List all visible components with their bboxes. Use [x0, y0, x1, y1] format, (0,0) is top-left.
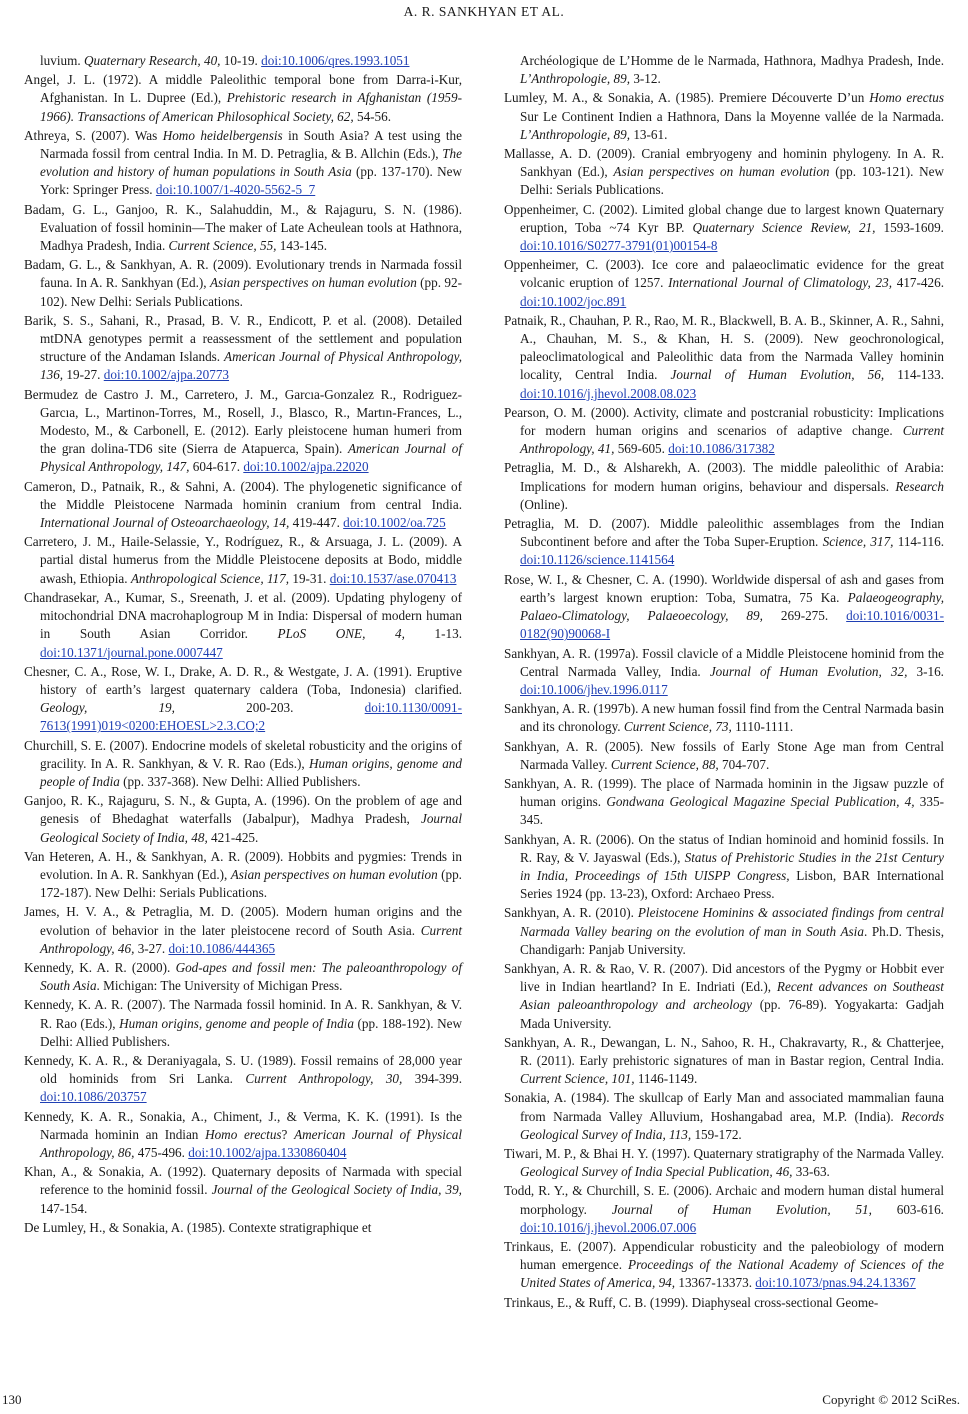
reference-entry	[24, 663, 462, 736]
reference-text: . Ph.D. Thesis, Chandigarh: Panjab University.	[520, 923, 944, 957]
reference-text: 417-426.	[892, 275, 944, 291]
reference-entry	[504, 1034, 944, 1089]
reference-entry	[24, 478, 462, 533]
reference-entry	[24, 1108, 462, 1163]
reference-text: Lumley, M. A., & Sonakia, A. (1985). Premiere Découverte D’un	[504, 90, 870, 106]
reference-text: Sankhyan, A. R. (2010).	[504, 905, 638, 921]
doi-link[interactable]: doi:10.1016/S0277-3791(01)00154-8	[520, 238, 718, 254]
reference-entry	[504, 312, 944, 403]
reference-text: Sur Le Continent Indien a Hathnora, Dans la Moyenne vallée de la Narmada.	[520, 108, 944, 124]
reference-italic-text: American Journal of Physical Anthropology, 86,	[40, 1126, 462, 1160]
reference-italic-text: Geology, 19,	[40, 700, 175, 716]
reference-text: 1-13.	[404, 626, 462, 642]
reference-italic-text: Journal of Human Evolution, 32,	[709, 663, 908, 679]
reference-italic-text: International Journal of Osteoarchaeology, 14,	[40, 515, 290, 531]
reference-text: (pp. 76-89). Yogyakarta: Gadjah Mada University.	[520, 997, 944, 1031]
reference-text: 3-16.	[907, 663, 944, 679]
reference-entry	[24, 996, 462, 1051]
reference-text: Kennedy, K. A. R., & Deraniyagala, S. U. (1989). Fossil remains of 28,000 year old hominids from Sri Lanka.	[24, 1052, 462, 1087]
reference-entry	[504, 459, 944, 514]
doi-link[interactable]: doi:10.1002/oa.725	[343, 515, 446, 531]
reference-text: Petraglia, M. D., & Alsharekh, A. (2003). The middle paleolithic of Arabia: Implications for modern human origins, behaviour and dispersals.	[504, 460, 944, 494]
reference-text: (pp. 337-368). New Delhi: Allied Publishers.	[119, 773, 361, 789]
reference-text: 569-605.	[614, 441, 669, 457]
reference-entry	[504, 571, 944, 644]
reference-italic-text: Palaeogeography, Palaeo-Climatology, Palaeoecology, 89,	[520, 589, 944, 624]
reference-text: Sankhyan, A. R. (2005). New fossils of Early Stone Age man from Central Narmada Valley.	[504, 738, 944, 772]
reference-text: (pp. 188-192). New Delhi: Allied Publishers.	[40, 1015, 463, 1049]
reference-italic-text: Prehistoric research in Afghanistan (1959-1966). Transactions of American Philosophical Society, 62,	[40, 90, 462, 124]
reference-italic-text: International Journal of Climatology, 23,	[668, 275, 893, 291]
reference-text: Sankhyan, A. R. (1997a). Fossil clavicle of a Middle Pleistocene hominid from the Central Narmada Valley, India.	[504, 645, 944, 679]
reference-entry	[24, 1163, 462, 1218]
reference-text: Sankhyan, A. R. (2006). On the status of Indian hominoid and hominid fossils. In R. Ray, & V. Jayaswal (Eds.),	[504, 831, 944, 865]
reference-text: Sonakia, A. (1984). The skullcap of Early Man and associated mammalian fauna from Narmada Valley Alluvium, Hoshangabad area, M.P. (India).	[504, 1090, 944, 1124]
doi-link[interactable]: doi:10.1006/qres.1993.1051	[261, 53, 410, 68]
reference-text: 604-617.	[189, 459, 244, 475]
reference-entry	[504, 52, 944, 88]
reference-text: Khan, A., & Sonakia, A. (1992). Quaternary deposits of Narmada with special reference to the hominid fossil.	[24, 1164, 462, 1198]
reference-entry	[504, 404, 944, 459]
reference-italic-text: Quaternary Science Review, 21,	[692, 219, 876, 235]
reference-entry	[504, 1089, 944, 1144]
reference-italic-text: Science, 317,	[822, 534, 894, 550]
reference-text: 335-345.	[520, 794, 944, 828]
reference-entry	[24, 1219, 462, 1237]
references-right-column	[504, 52, 944, 1313]
reference-entry	[504, 201, 944, 256]
reference-entry	[504, 145, 944, 200]
doi-link[interactable]: doi:10.1016/j.jhevol.2008.08.023	[520, 385, 697, 401]
reference-text: Trinkaus, E., & Ruff, C. B. (1999). Diaphyseal cross-sectional Geome-	[504, 1294, 879, 1310]
doi-link[interactable]: doi:10.1002/ajpa.22020	[243, 459, 369, 475]
running-head: A. R. SANKHYAN ET AL.	[403, 4, 565, 19]
reference-italic-text: Homo erectus	[869, 90, 945, 106]
reference-text: Oppenheimer, C. (2003). Ice core and palaeoclimatic evidence for the great volcanic eruption of 1257.	[504, 257, 944, 291]
reference-text: in South Asia? A test using the Narmada fossil from central India. In M. D. Petraglia, & B. Allchin (Eds.),	[40, 127, 463, 162]
reference-italic-text: Asian perspectives on human evolution	[230, 866, 438, 882]
reference-text: Barik, S. S., Sahani, R., Prasad, B. V. R., Endicott, P. et al. (2008). Detailed mtDNA genotypes permit a reassessment of the settlement and population structure of the Andaman Islands.	[24, 312, 462, 365]
reference-italic-text: Status of Prehistoric Studies in the 21st Century in India, Proceedings of 15th UISPP Congress,	[520, 849, 944, 883]
reference-entry	[504, 738, 944, 774]
reference-italic-text: Asian perspectives on human evolution	[613, 164, 830, 180]
reference-text: 143-145.	[276, 238, 328, 254]
reference-text: 419-447.	[289, 515, 344, 531]
reference-text: 10-19.	[220, 53, 262, 68]
doi-link[interactable]: doi:10.1086/317382	[668, 441, 775, 457]
reference-text: (pp. 137-170). New York: Springer Press.	[40, 164, 462, 198]
reference-italic-text: American Journal of Physical Anthropology, 136,	[40, 349, 463, 383]
reference-text: 147-154.	[40, 1200, 88, 1216]
references-left-column	[24, 52, 462, 1238]
reference-entry	[24, 533, 462, 588]
reference-entry	[24, 201, 462, 256]
reference-text: Ganjoo, R. K., Rajaguru, S. N., & Gupta, A. (1996). On the problem of age and genesis of Bhedaghat waterfalls (Jabalpur), Madhya Pradesh,	[24, 793, 462, 827]
reference-text: Cameron, D., Patnaik, R., & Sahni, A. (2004). The phylogenetic significance of the Middle Pleistocene Narmada hominin cranium from central India.	[24, 478, 462, 512]
reference-entry	[504, 256, 944, 311]
reference-entry	[24, 848, 462, 903]
reference-italic-text: Journal of Human Evolution, 56,	[670, 367, 885, 383]
reference-text: Patnaik, R., Chauhan, P. R., Rao, M. R., Blackwell, B. A. B., Skinner, A. R., Sahni, A., Chauhan, M. S., & Khan, H. S. (2009). New geochronological, paleoclimatological and Paleolithic data from the Narmada Valley hominin locality, Central India.	[504, 312, 944, 383]
reference-text: (pp. 103-121). New Delhi: Serials Publications.	[520, 164, 944, 198]
reference-text: 1593-1609.	[875, 219, 944, 235]
reference-entry	[504, 1238, 944, 1293]
reference-text: Todd, R. Y., & Churchill, S. E. (2006). Archaic and modern human distal humeral morphology.	[504, 1183, 944, 1217]
doi-link[interactable]: doi:10.1086/203757	[40, 1089, 147, 1105]
reference-entry	[24, 959, 462, 995]
reference-italic-text: Current Science, 88,	[610, 756, 719, 772]
reference-italic-text: Human origins, genome and people of India	[40, 755, 462, 789]
reference-text: De Lumley, H., & Sonakia, A. (1985). Contexte stratigraphique et	[24, 1219, 372, 1235]
reference-entry	[504, 960, 944, 1033]
reference-italic-text: Pleistocene Hominins & associated findings from central Narmada Valley bearing on the evolution of man in South Asia	[520, 905, 944, 939]
reference-text: 269-275.	[762, 608, 847, 624]
reference-text: (pp. 172-187). New Delhi: Serials Publications.	[40, 866, 462, 901]
reference-text: Petraglia, M. D. (2007). Middle paleolithic assemblages from the Indian Subcontinent before and after the Toba Super-Eruption.	[504, 516, 944, 550]
reference-italic-text: Journal Geological Society of India, 48,	[40, 811, 462, 845]
doi-link[interactable]: doi:10.1002/ajpa.1330860404	[188, 1144, 347, 1160]
reference-italic-text: Asian perspectives on human evolution	[209, 275, 417, 291]
doi-link[interactable]: doi:10.1016/0031-0182(90)90068-I	[520, 608, 944, 642]
reference-italic-text: Current Anthropology, 41,	[520, 423, 944, 457]
reference-italic-text: Gondwana Geological Magazine Special Publication, 4,	[606, 794, 915, 810]
reference-entry	[504, 831, 944, 904]
reference-text: Athreya, S. (2007). Was	[24, 127, 163, 143]
reference-text: James, H. V. A., & Petraglia, M. D. (2005). Modern human origins and the evolution of behavior in the later pleistocene record of South Asia.	[24, 904, 462, 938]
doi-link[interactable]: doi:10.1002/joc.891	[520, 293, 627, 309]
reference-italic-text: PLoS ONE, 4,	[277, 626, 405, 642]
reference-text: Sankhyan, A. R. & Rao, V. R. (2007). Did ancestors of the Pygmy or Hobbit ever live in Indian heartland? In E. Indriati (Ed.),	[504, 960, 944, 995]
reference-italic-text: Current Anthropology, 46,	[40, 922, 462, 956]
reference-italic-text: Homo heidelbergensis	[162, 127, 283, 143]
reference-text: 114-116.	[893, 534, 945, 550]
reference-entry	[24, 52, 462, 70]
reference-italic-text: Quaternary Research, 40,	[83, 53, 221, 68]
doi-link[interactable]: doi:10.1130/0091-7613(1991)019<0200:EHOESL>2.3.CO;2	[40, 700, 462, 734]
reference-entry	[24, 903, 462, 958]
reference-text: Badam, G. L., & Sankhyan, A. R. (2009). Evolutionary trends in Narmada fossil fauna. In A. R. Sankhyan (Ed.),	[24, 257, 462, 291]
reference-text: 421-425.	[207, 829, 259, 845]
doi-link[interactable]: doi:10.1086/444365	[168, 940, 276, 956]
reference-text: Kennedy, K. A. R. (2007). The Narmada fossil hominid. In A. R. Sankhyan, & V. R. Rao (Eds.),	[24, 997, 462, 1031]
reference-text: Sankhyan, A. R. (1999). The place of Narmada hominin in the Jigsaw puzzle of human origins.	[504, 775, 944, 810]
reference-text: Churchill, S. E. (2007). Endocrine models of skeletal robusticity and the origins of gracility. In A. R. Sankhyan, & V. R. Rao (Eds.),	[24, 737, 462, 771]
reference-text: (Online).	[520, 496, 568, 512]
copyright-notice: Copyright © 2012 SciRes.	[822, 1392, 960, 1407]
reference-entry	[24, 256, 462, 311]
reference-text: Trinkaus, E. (2007). Appendicular robusticity and the paleobiology of modern human emergence.	[504, 1239, 944, 1273]
reference-text: ?	[281, 1126, 295, 1142]
reference-text: 3-27.	[134, 940, 169, 956]
reference-text: Pearson, O. M. (2000). Activity, climate and postcranial robusticity: Implications for modern human origins and scenarios of adaptive change.	[504, 404, 944, 439]
reference-text: Van Heteren, A. H., & Sankhyan, A. R. (2009). Hobbits and pygmies: Trends in evolution. In A. R. Sankhyan (Ed.),	[24, 848, 462, 882]
reference-entry	[24, 1052, 462, 1107]
reference-entry	[504, 1182, 944, 1237]
reference-text: Kennedy, K. A. R. (2000).	[24, 959, 176, 975]
reference-italic-text: The evolution and history of human populations in South Asia	[40, 146, 462, 180]
reference-italic-text: Current Science, 55,	[168, 238, 277, 254]
reference-entry	[504, 645, 944, 700]
reference-text: Sankhyan, A. R., Dewangan, L. N., Sahoo, R. H., Chakravarty, R., & Chatterjee, R. (2011). Early prehistoric signatures of man in Bastar region, Central India.	[504, 1034, 944, 1068]
reference-text: (pp. 92-102). New Delhi: Serials Publications.	[40, 275, 462, 309]
reference-entry	[24, 312, 462, 385]
reference-text: 13367-13373.	[675, 1275, 756, 1291]
reference-entry	[504, 515, 944, 570]
reference-text: Carretero, J. M., Haile-Selassie, Y., Rodríguez, R., & Arsuaga, J. L. (2009). A partial distal humerus from the Middle Pleistocene deposits at Bodo, middle awash, Ethiopia.	[24, 534, 462, 586]
reference-text: 159-172.	[691, 1126, 742, 1142]
reference-entry	[24, 127, 462, 200]
reference-italic-text: Anthropological Science, 117,	[130, 570, 290, 586]
reference-text: 33-63.	[792, 1164, 830, 1180]
reference-italic-text: Research	[895, 478, 944, 494]
reference-text: 13-61.	[630, 126, 668, 142]
doi-link[interactable]: doi:10.1371/journal.pone.0007447	[40, 644, 223, 660]
reference-text: 1146-1149.	[634, 1071, 698, 1087]
reference-text: Rose, W. I., & Chesner, C. A. (1990). Worldwide dispersal of ash and gases from earth’s largest known eruption: Toba, Sumatra, 75 Ka.	[504, 571, 944, 605]
reference-entry	[24, 71, 462, 126]
reference-entry	[24, 737, 462, 792]
reference-italic-text: Journal of the Geological Society of India, 39,	[211, 1182, 462, 1198]
reference-text: 704-707.	[718, 756, 770, 772]
reference-text: 54-56.	[353, 108, 392, 124]
reference-text: 394-399.	[402, 1071, 463, 1087]
reference-text: luvium.	[40, 53, 84, 68]
reference-text: Tiwari, M. P., & Bhai H. Y. (1997). Quaternary stratigraphy of the Narmada Valley.	[504, 1145, 944, 1161]
reference-entry	[504, 1145, 944, 1181]
doi-link[interactable]: doi:10.1016/j.jhevol.2006.07.006	[520, 1219, 697, 1235]
reference-italic-text: Current Anthropology, 30,	[245, 1071, 403, 1087]
doi-link[interactable]: doi:10.1006/jhev.1996.0117	[520, 681, 668, 697]
reference-entry	[24, 386, 462, 477]
reference-entry	[24, 792, 462, 847]
reference-text: Bermudez de Castro J. M., Carretero, J. M., Garcıa-Gonzalez R., Rodriguez-Garcıa, L., Martinon-Torres, M., Rosell, J., Blasco, R., Martın-Frances, L., Modesto, M., & Carbonell, E. (2012). Early pleistocene human humeri from the gran dolina-TD6 site (Sierra de Atapuerca, Spain).	[24, 386, 462, 457]
reference-italic-text: Homo erectus	[205, 1126, 282, 1142]
reference-text: 1110-1111.	[731, 719, 794, 735]
reference-italic-text: Records Geological Survey of India, 113,	[520, 1108, 944, 1142]
reference-entry	[504, 775, 944, 830]
reference-text: Kennedy, K. A. R., Sonakia, A., Chiment, J., & Verma, K. K. (1991). Is the Narmada hominin an Indian	[24, 1108, 462, 1142]
doi-link[interactable]: doi:10.1002/ajpa.20773	[103, 367, 230, 383]
reference-text: Chandrasekar, A., Kumar, S., Sreenath, J. et al. (2009). Updating phylogeny of mitochondrial DNA macrohaplogroup M in India: Dispersal of modern human in South Asian Corridor.	[24, 589, 462, 642]
reference-italic-text: Current Science, 73,	[623, 719, 732, 735]
reference-text: Archéologique de L’Homme de le Narmada, Hathnora, Madhya Pradesh, Inde.	[520, 53, 944, 68]
reference-text: Sankhyan, A. R. (1997b). A new human fossil find from the Central Narmada basin and its chronology.	[504, 701, 944, 735]
reference-text: 114-133.	[884, 367, 945, 383]
doi-link[interactable]: doi:10.1007/1-4020-5562-5_7	[155, 182, 316, 198]
doi-link[interactable]: doi:10.1126/science.1141564	[520, 552, 675, 568]
reference-text: . Michigan: The University of Michigan Press.	[96, 978, 343, 994]
reference-italic-text: Human origins, genome and people of India	[119, 1015, 354, 1031]
page-number: 130	[2, 1392, 22, 1407]
reference-text: 19-31.	[289, 570, 330, 586]
reference-italic-text: American Journal of Physical Anthropology, 147,	[40, 441, 463, 475]
reference-text: 200-203.	[174, 700, 365, 716]
reference-italic-text: God-apes and fossil men: The paleoanthropology of South Asia	[40, 959, 462, 994]
reference-text: Chesner, C. A., Rose, W. I., Drake, A. D. R., & Westgate, J. A. (1991). Eruptive history of earth’s largest quaternary caldera (Toba, Indonesia) clarified.	[24, 663, 462, 697]
doi-link[interactable]: doi:10.1537/ase.070413	[329, 570, 457, 586]
reference-text: 603-616.	[871, 1201, 944, 1217]
reference-entry	[504, 89, 944, 144]
reference-italic-text: Geological Survey of India Special Publication, 46,	[520, 1164, 793, 1180]
reference-italic-text: L’Anthropologie, 89,	[520, 71, 631, 87]
reference-italic-text: Current Science, 101,	[520, 1071, 635, 1087]
reference-italic-text: Journal of Human Evolution, 51,	[611, 1201, 872, 1217]
reference-text: 3-12.	[630, 71, 661, 87]
reference-text: Oppenheimer, C. (2002). Limited global change due to largest known Quaternary eruption, Toba ~74 Kyr BP.	[504, 201, 944, 235]
reference-entry	[504, 904, 944, 959]
reference-entry	[24, 589, 462, 662]
reference-text: Badam, G. L., Ganjoo, R. K., Salahuddin, M., & Rajaguru, S. N. (1986). Evaluation of fossil hominin—The maker of Late Acheulean tools at Hathnora, Madhya Pradesh, India.	[24, 201, 462, 254]
reference-entry	[504, 1294, 944, 1312]
reference-text: Lisbon, BAR International Series 1924 (pp. 13-23), Oxford: Archaeo Press.	[520, 867, 944, 902]
reference-italic-text: L’Anthropologie, 89,	[520, 126, 631, 142]
reference-text: Angel, J. L. (1972). A middle Paleolithic temporal bone from Darra-i-Kur, Afghanistan. In L. Dupree (Ed.),	[24, 72, 462, 106]
reference-text: 475-496.	[134, 1144, 189, 1160]
doi-link[interactable]: doi:10.1073/pnas.94.24.13367	[755, 1275, 916, 1291]
reference-entry	[504, 700, 944, 736]
reference-italic-text: Recent advances on Southeast Asian paleoanthropology and archeology	[520, 979, 944, 1013]
reference-italic-text: Proceedings of the National Academy of Sciences of the United States of America, 94,	[520, 1257, 944, 1291]
reference-text: Mallasse, A. D. (2009). Cranial embryogeny and hominin phylogeny. In A. R. Sankhyan (Ed.),	[504, 146, 944, 180]
reference-text: 19-27.	[63, 367, 104, 383]
